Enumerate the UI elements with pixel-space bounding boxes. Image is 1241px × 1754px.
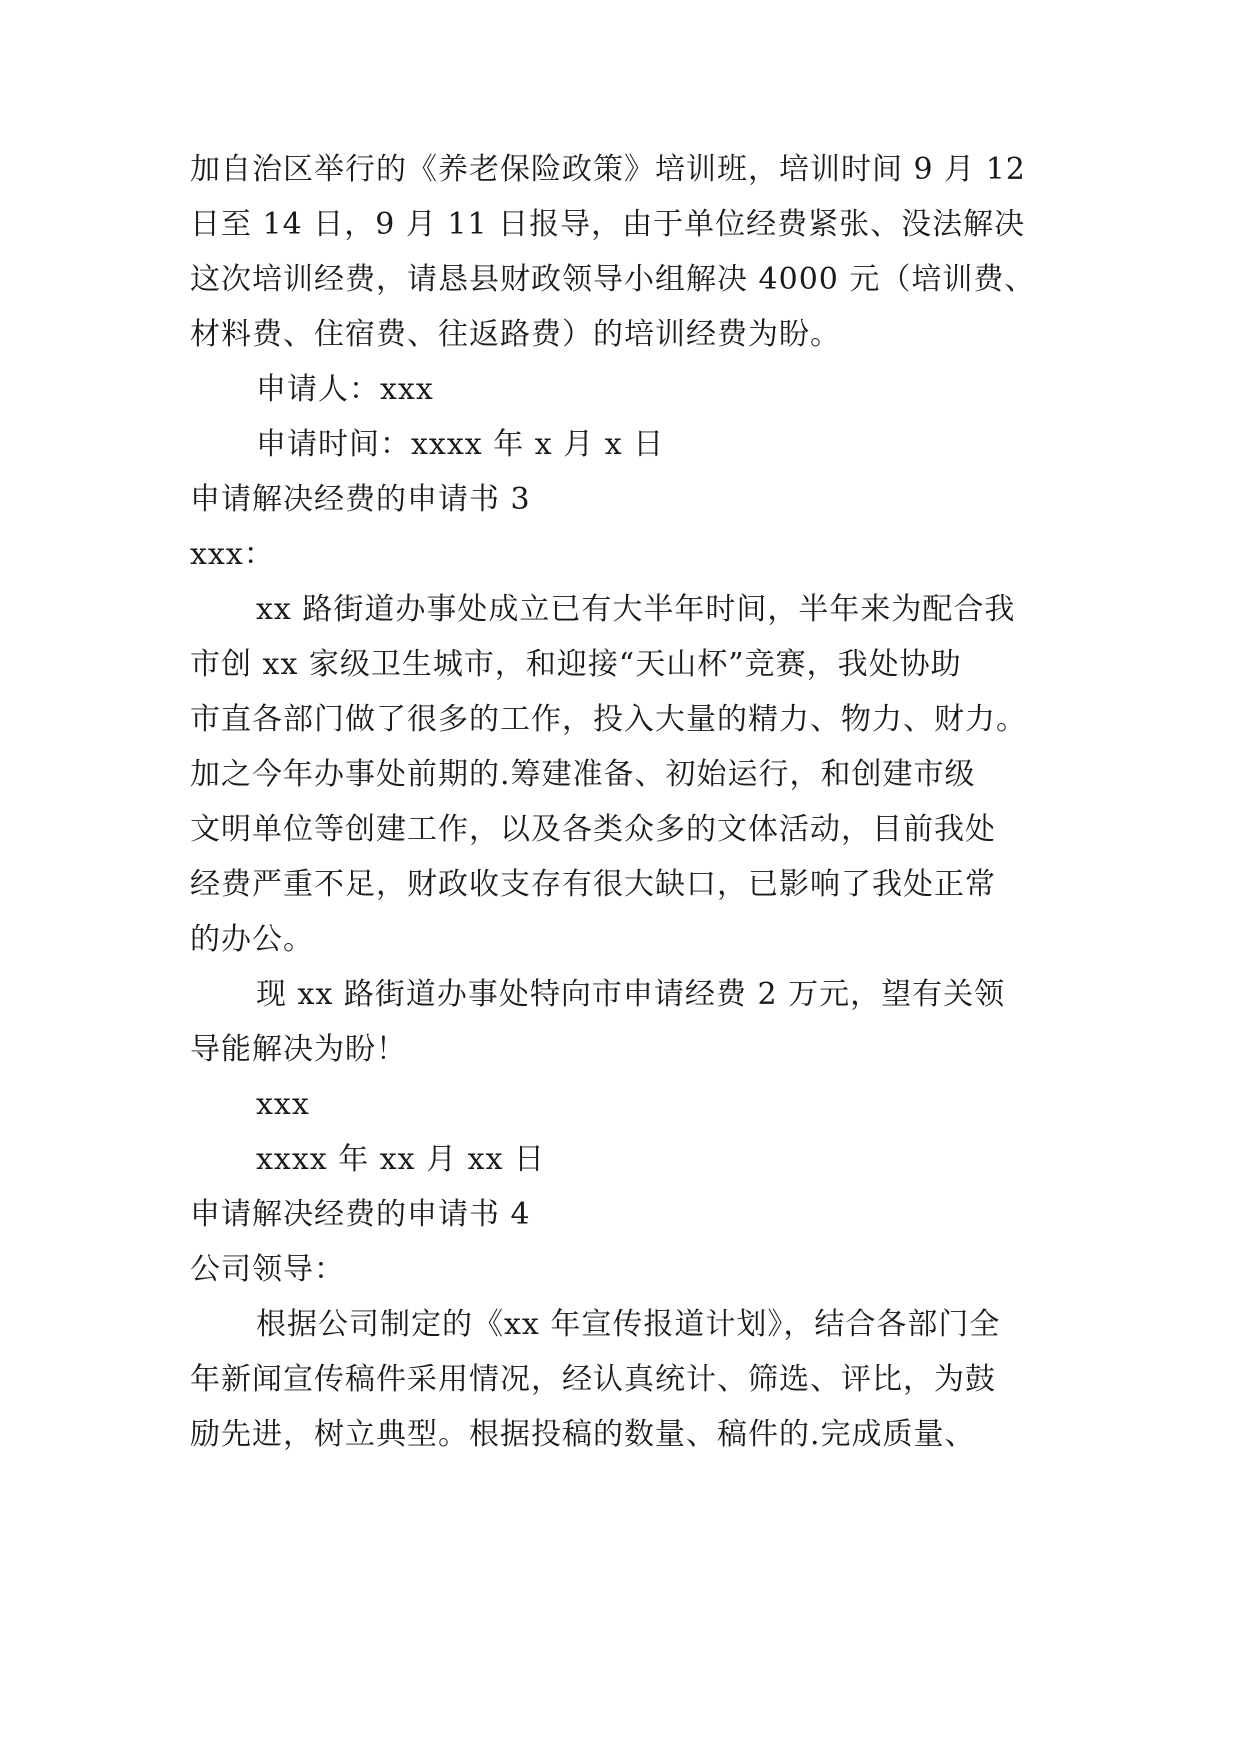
paragraph-line: 日至 14 日，9 月 11 日报导，由于单位经费紧张、没法解决 <box>190 207 1026 242</box>
signature-line: xxx <box>256 1087 310 1122</box>
paragraph-line: 材料费、住宿费、往返路费）的培训经费为盼。 <box>190 317 841 352</box>
paragraph-line: 现 xx 路街道办事处特向市申请经费 2 万元，望有关领 <box>256 977 1006 1012</box>
paragraph-line: 加自治区举行的《养老保险政策》培训班，培训时间 9 月 12 <box>190 152 1026 187</box>
paragraph-line: 经费严重不足，财政收支存有很大缺口，已影响了我处正常 <box>190 867 996 902</box>
salutation: 公司领导： <box>190 1252 345 1287</box>
paragraph-line: 年新闻宣传稿件采用情况，经认真统计、筛选、评比，为鼓 <box>190 1362 996 1397</box>
paragraph-line: 根据公司制定的《xx 年宣传报道计划》，结合各部门全 <box>256 1307 1001 1342</box>
paragraph-line: 市直各部门做了很多的工作，投入大量的精力、物力、财力。 <box>190 702 1027 737</box>
paragraph-line: 市创 xx 家级卫生城市，和迎接“天山杯”竞赛，我处协助 <box>190 647 962 682</box>
section-heading: 申请解决经费的申请书 4 <box>190 1197 531 1232</box>
paragraph-line: 导能解决为盼！ <box>190 1032 407 1067</box>
paragraph-line: 加之今年办事处前期的.筹建准备、初始运行，和创建市级 <box>190 757 976 792</box>
paragraph-line: 这次培训经费，请恳县财政领导小组解决 4000 元（培训费、 <box>190 262 1036 297</box>
application-date-line: 申请时间：xxxx 年 x 月 x 日 <box>256 427 665 462</box>
section-heading: 申请解决经费的申请书 3 <box>190 482 531 517</box>
paragraph-line: 的办公。 <box>190 922 314 957</box>
date-line: xxxx 年 xx 月 xx 日 <box>256 1142 546 1177</box>
paragraph-line: xx 路街道办事处成立已有大半年时间，半年来为配合我 <box>256 592 1016 627</box>
salutation: xxx： <box>190 537 275 572</box>
applicant-line: 申请人：xxx <box>256 372 434 407</box>
paragraph-line: 励先进，树立典型。根据投稿的数量、稿件的.完成质量、 <box>190 1417 976 1452</box>
paragraph-line: 文明单位等创建工作，以及各类众多的文体活动，目前我处 <box>190 812 996 847</box>
